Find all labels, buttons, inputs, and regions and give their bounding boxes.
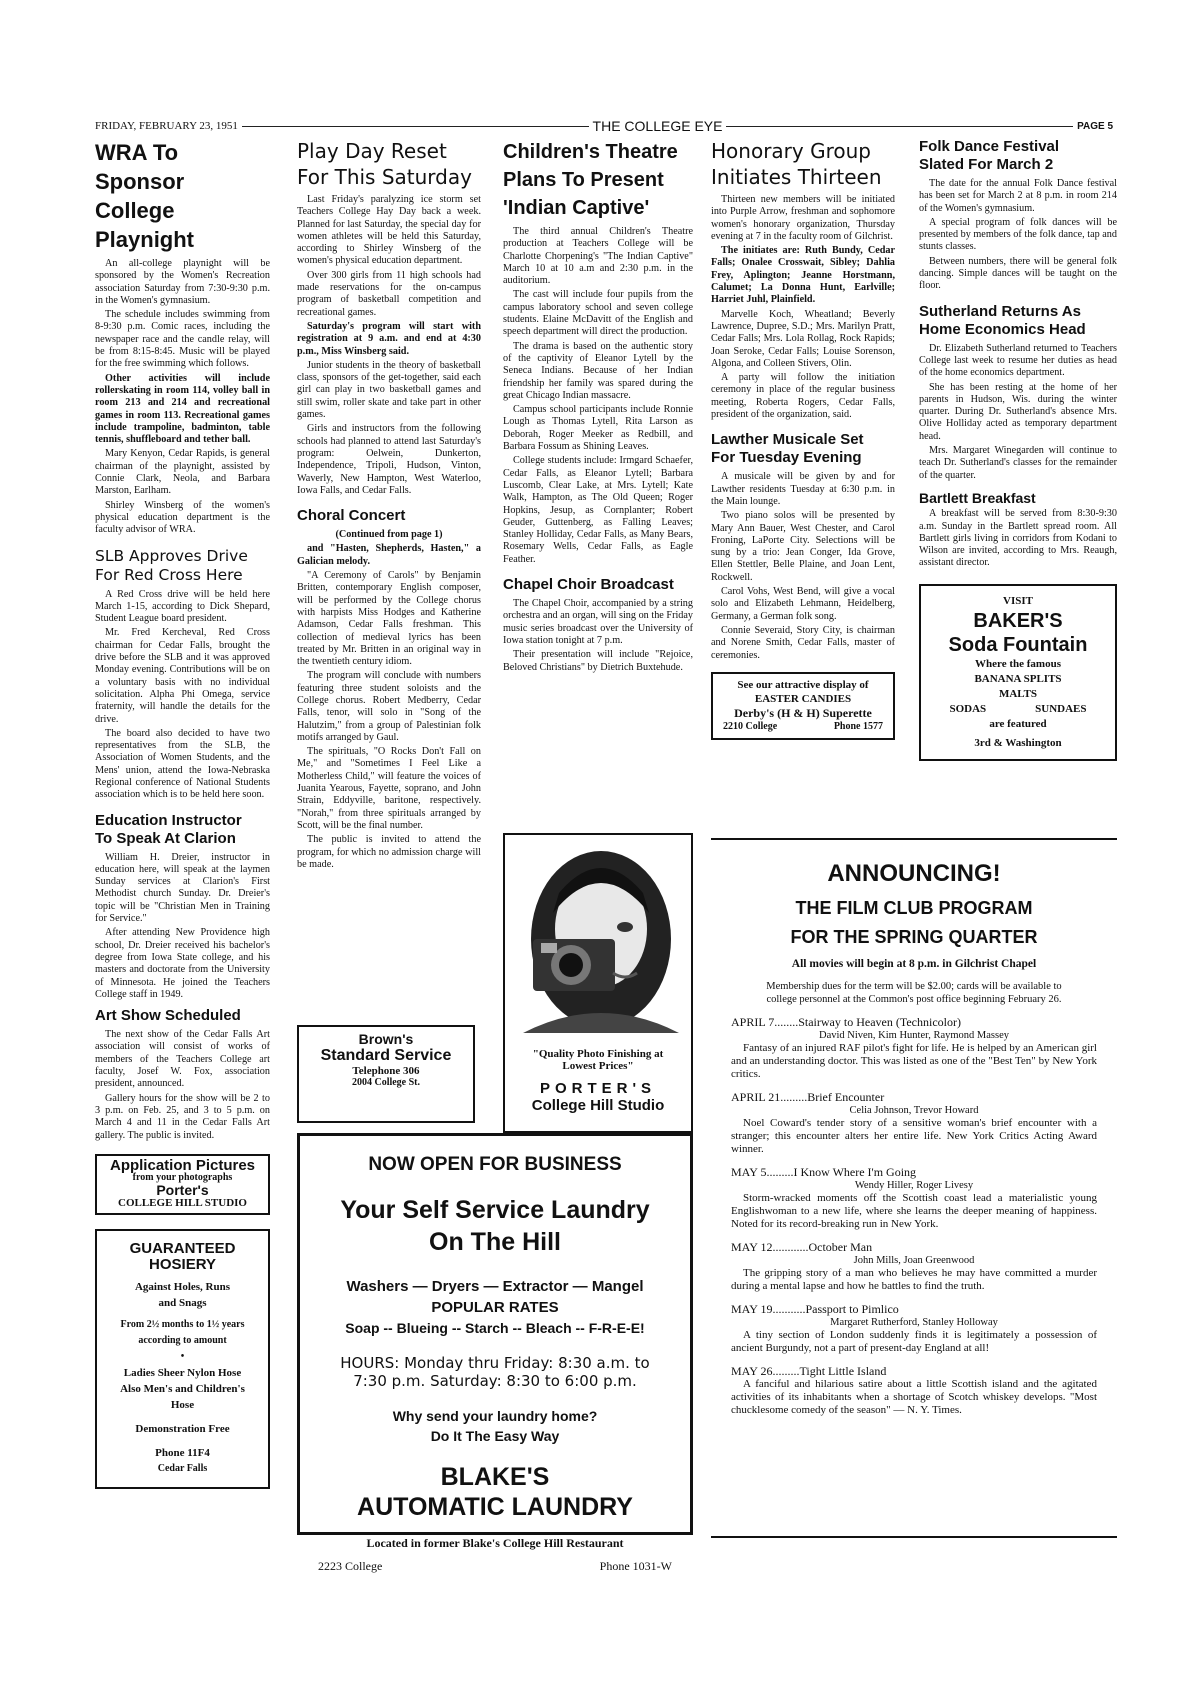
article-paragraph: College students include: Irmgard Schaefer, Cedar Falls, as Eleanor Lytell; Barbara Luscomb, Clear Lake, at Mrs. Lytell; Kate Walk, Hampton, as The Old Queen; Roger Hopkins, Jesup, as Cornplanter; Robert Geuder, Guttenberg, as Falling Leaves; Stanley Holliday, Cedar Falls, as Many Bears, Rosemary Wells, Cedar Falls, as Eagle Feather. — [503, 455, 693, 565]
article-paragraph: The cast will include four pupils from the campus laboratory school and seven college students. Elaine McDavitt of the English and speech department will direct the production. — [503, 289, 693, 338]
article-paragraph: Dr. Elizabeth Sutherland returned to Teachers College last week to resume her duties as head of the home economics department. — [919, 342, 1117, 379]
ad-blakes-laundry: NOW OPEN FOR BUSINESS Your Self Service Laundry On The Hill Washers — Dryers — Extractor — Mangel POPULAR RATES Soap -- Blueing -- Starch -- Bleach -- F-R-E-E! HOURS: Monday thru Friday: 8:30 a.m. to 7:30 p.m. Saturday: 8:30 to 6:00 p.m. Why send your laundry home? Do It The Easy Way BLAKE'S AUTOMATIC LAUNDRY Located in former Blake's College Hill Restaurant 2223 College Phone 1031-W — [297, 1133, 693, 1535]
derby-phone: Phone 1577 — [833, 720, 883, 732]
bakers-sodas: SODAS — [949, 702, 987, 715]
article-paragraph: The drama is based on the authentic story of the captivity of Eleanor Lytell by the Seneca Indians. Because of her Indian friendship her family was spared during the great Chicago Indian massacre. — [503, 340, 693, 401]
article-paragraph: Mr. Fred Kercheval, Red Cross chairman for Cedar Falls, brought the drive before the SLB and it was approved Monday evening. Contributions will be on a voluntary basis with no individual solicitation. Alpha Phi Omega, service fraternity, will handle the details for the drive. — [95, 627, 270, 725]
article-paragraph: The board also decided to have two representatives from the SLB, the Association of Women Students, and the Mens' union, attend the Iowa-Nebraska Regional conference of National Students association which is to be held here soon. — [95, 727, 270, 801]
lawther-headline: Lawther Musicale Set For Tuesday Evening — [711, 431, 864, 467]
bakers-sundaes: SUNDAES — [1035, 702, 1087, 715]
article-paragraph: William H. Dreier, instructor in education here, will speak at the laymen Sunday services at Clarion's First Methodist church Sunday. Dr. Dreier's topic will be "Christian Men in Training for Service." — [95, 851, 270, 925]
derby-address: 2210 College — [723, 720, 778, 732]
article-paragraph: The Chapel Choir, accompanied by a string orchestra and an organ, will sing on the Friday music series broadcast over the University of Iowa station tonight at 7 p.m. — [503, 598, 693, 646]
ad-application-pictures: Application Pictures from your photographs Porter's COLLEGE HILL STUDIO — [95, 1154, 270, 1215]
masthead — [95, 118, 1113, 134]
film-cast: Margaret Rutherford, Stanley Holloway — [830, 1317, 998, 1328]
film-date-title: APRIL 7........Stairway to Heaven (Technicolor) — [731, 1015, 961, 1029]
article-paragraph: A musicale will be given by and for Lawther residents Tuesday at 6:30 p.m. in the Main lounge. — [711, 471, 895, 507]
film-description: The gripping story of a man who believes he may have committed a murder during a mental lapse and how he battles to find the truth. — [731, 1267, 1097, 1292]
choral-headline: Choral Concert — [297, 507, 406, 525]
ad-derby-superette: See our attractive display of EASTER CANDIES Derby's (H & H) Superette 2210 College Phone 1577 — [711, 672, 895, 740]
film-entry — [731, 1166, 1097, 1231]
film-entry — [731, 1016, 1097, 1081]
education-headline: Education Instructor To Speak At Clarion — [95, 811, 242, 847]
article-paragraph: Girls and instructors from the following schools had planned to attend last Saturday's program: Oelwein, Dunkerton, Independence, Tripoli, Hudson, Vinton, Waverly, New Hampton, West Waterloo, Iowa Falls, and Cedar Falls. — [297, 423, 481, 496]
article-paragraph: The public is invited to attend the program, for which no admission charge will be made. — [297, 834, 481, 870]
slb-headline: SLB Approves Drive For Red Cross Here — [95, 546, 248, 584]
article-paragraph: Last Friday's paralyzing ice storm set Teachers College Hay Day back a week. Planned for last Saturday, the special day for women athletes will be held this Saturday, according to Shirley Winsberg of the women's physical education department. — [297, 194, 481, 267]
film-description: Noel Coward's tender story of a sensitive woman's brief encounter with a stranger; this encounter alters her entire life. New York Critics Acting Award winner. — [731, 1117, 1097, 1155]
camera-woman-illustration — [513, 843, 683, 1033]
film-description: A tiny section of London suddenly finds it is legitimately a possession of ancient Burgundy, not a part of present-day England at all! — [731, 1329, 1097, 1354]
laundry-address: 2223 College — [318, 1559, 383, 1573]
article-paragraph: The date for the annual Folk Dance festival has been set for March 2 at 8 p.m. in room 214 of the Women's gymnasium. — [919, 178, 1117, 214]
article-paragraph: Gallery hours for the show will be 2 to 3 p.m. on Feb. 25, and 3 to 5 p.m. on March 4 and 11 in the Cedar Falls Art gallery. The public is invited. — [95, 1092, 270, 1141]
film-entry — [731, 1091, 1097, 1156]
article-paragraph: Their presentation will include "Rejoice, Beloved Christians" by Dietrich Buxtehude. — [503, 649, 693, 673]
column-3 — [503, 138, 693, 676]
ad-guaranteed-hosiery: GUARANTEED HOSIERY Against Holes, Runs and Snags From 2½ months to 1½ years according to amount • Ladies Sheer Nylon Hose Also Men's and Children's Hose Demonstration Free Phone 11F4 Cedar Falls — [95, 1229, 270, 1489]
article-paragraph: Thirteen new members will be initiated into Purple Arrow, freshman and sophomore women's honorary organization, Thursday evening at 7 in the faculty room of Gilchrist. — [711, 194, 895, 242]
film-date-title: MAY 12............October Man — [731, 1240, 873, 1254]
article-paragraph: The third annual Children's Theatre production at Teachers College will be Charlotte Chorpening's "The Indian Captive" March 10 at 10 a.m and 2:30 p.m. in the auditorium. — [503, 226, 693, 287]
film-description: Fantasy of an injured RAF pilot's fight for life. He is helped by an American girl and an understanding doctor. This was listed as one of the "Best Ten" by New York critics. — [731, 1042, 1097, 1080]
film-cast: Wendy Hiller, Roger Livesy — [854, 1180, 974, 1191]
article-paragraph: The schedule includes swimming from 8-9:30 p.m. Comic races, including the newspaper race and the candle relay, will be from 8:15-8:45. Music will be played for the free swimming which follows. — [95, 309, 270, 370]
film-date-title: MAY 19...........Passport to Pimlico — [731, 1302, 899, 1316]
bartlett-headline: Bartlett Breakfast — [919, 489, 1036, 506]
article-paragraph: A Red Cross drive will be held here March 1-15, according to Dick Shepard, Student League board president. — [95, 588, 270, 625]
film-description: Storm-wracked moments off the Scottish coast lead a materialistic young Englishwoman to a new life, where she learns the deeper meaning of happiness. Noted for its record-breaking run in New York. — [731, 1192, 1097, 1230]
column-2 — [297, 138, 481, 873]
article-paragraph: Marvelle Koch, Wheatland; Beverly Lawrence, Dupree, S.D.; Mrs. Marilyn Pratt, Cedar Falls; Mrs. Lola Rollag, Rock Rapids; Joan Seroke, Cedar Falls; Louise Sorenson, Algona, and Colleen Stivers, Olin. — [711, 308, 895, 369]
chapel-choir-headline: Chapel Choir Broadcast — [503, 576, 674, 594]
page-number: PAGE 5 — [1077, 120, 1113, 132]
film-description: A fanciful and hilarious satire about a little Scottish island and the agitated activities of its inhabitants when a shortage of Scotch whiskey develops. "Most chucklesome comedy of the season" — N. Y. Times. — [731, 1378, 1097, 1416]
film-cast: John Mills, Joan Greenwood — [853, 1255, 975, 1266]
article-paragraph: After attending New Providence high school, Dr. Dreier received his bachelor's degree from Iowa State college, and his masters and doctorate from the University of Minnesota. He joined the Teachers College staff in 1949. — [95, 927, 270, 1000]
article-paragraph: A party will follow the initiation ceremony in place of the regular business meeting, Roberta Rogers, Cedar Falls, president of the organization, said. — [711, 372, 895, 421]
laundry-phone: Phone 1031-W — [599, 1559, 672, 1573]
ad-bakers-soda-fountain: VISIT BAKER'S Soda Fountain Where the famous BANANA SPLITS MALTS SODAS SUNDAES are featured 3rd & Washington — [919, 584, 1117, 761]
ad-browns-standard-service: Brown's Standard Service Telephone 306 2004 College St. — [297, 1025, 475, 1123]
film-cast: Celia Johnson, Trevor Howard — [849, 1105, 979, 1116]
folk-dance-headline: Folk Dance Festival Slated For March 2 — [919, 138, 1060, 173]
article-paragraph: Carol Vohs, West Bend, will give a vocal solo and Elizabeth Lehmann, Heidelberg, Germany, a German folk song. — [711, 586, 895, 622]
article-paragraph: The next show of the Cedar Falls Art association will consist of works of members of the Teachers College art faculty, Josef W. Fox, association president, announced. — [95, 1029, 270, 1090]
issue-date: FRIDAY, FEBRUARY 23, 1951 — [95, 120, 238, 132]
article-paragraph: Shirley Winsberg of the women's physical education department is the faculty advisor of WRA. — [95, 499, 270, 536]
film-date-title: MAY 26.........Tight Little Island — [731, 1364, 887, 1378]
wra-headline: WRA To Sponsor College Playnight — [95, 140, 195, 252]
sutherland-headline: Sutherland Returns As Home Economics Head — [919, 302, 1086, 338]
article-paragraph: Other activities will include rollerskating in room 114, volley ball in room 213 and 214 and recreational games in room 113. Recreational games include trampoline, badminton, table tennis, shuffleboard and tether ball. — [95, 372, 270, 446]
column-1 — [95, 138, 270, 1497]
ad-film-club-program: ANNOUNCING! THE FILM CLUB PROGRAM FOR THE SPRING QUARTER All movies will begin at 8 p.m. in Gilchrist Chapel Membership dues for the term will be $2.00; cards will be available to college personnel at the Common's post office beginning February 26. APRIL 7........Stairway to Heaven (Technicolor) David Niven, Kim Hunter, Raymond Massey Fantasy of an injured RAF pilot's fight for life. He is helped by an American girl and an understanding doctor. This was listed as one of the "Best Ten" by New York critics. APRIL 21.........Brief Encounter Celia Johnson, Trevor Howard Noel Coward's tender story of a sensitive woman's brief encounter with a stranger; this encounter alters her entire life. New York Critics Acting Award winner. MAY 5.........I Know Where I'm Going Wendy Hiller, Roger Livesy Storm-wracked moments off the Scottish coast lead a materialistic young Englishwoman to a new life, where she learns the deeper meaning of happiness. Noted for its record-breaking run in New York. MAY 12............October Man John Mills, Joan Greenwood The gripping story of a man who believes he may have committed a murder during a mental lapse and how he battles to find the truth. MAY 19...........Passport to Pimlico Margaret Rutherford, Stanley Holloway A tiny section of London suddenly finds it is legitimately a possession of ancient Burgundy, not a part of present-day England at all! MAY 26.........Tight Little Island A fanciful and hilarious satire about a little Scottish island and the agitated activities of its inhabitants when a shortage of Scotch whiskey develops. "Most chucklesome comedy of the season" — N. Y. Times. — [711, 838, 1117, 1538]
film-list — [711, 1016, 1117, 1417]
article-paragraph: She has been resting at the home of her parents in Hudson, Wis. during the winter quarter. During Dr. Sutherland's absence Mrs. Olive Holliday acted as temporary department head. — [919, 381, 1117, 442]
film-date-title: APRIL 21.........Brief Encounter — [731, 1090, 885, 1104]
film-date-title: MAY 5.........I Know Where I'm Going — [731, 1165, 917, 1179]
article-paragraph: Two piano solos will be presented by Mary Ann Bauer, West Chester, and Carol Froning, LaPorte City. Selections will be sung by a trio: Jean Conger, Ida Grove, Ellen Stettler, Belle Plaine, and Joan Lent, Rockwell. — [711, 510, 895, 583]
article-paragraph: The program will conclude with numbers featuring three student soloists and the College chorus. Robert Medberry, Cedar Falls, tenor, will solo in "Song of the Halutzim," from a group of Palestinian folk motifs arranged by Gaul. — [297, 670, 481, 743]
article-paragraph: Saturday's program will start with registration at 9 a.m. and end at 4:30 p.m., Miss Winsberg said. — [297, 320, 481, 357]
film-cast: David Niven, Kim Hunter, Raymond Massey — [818, 1030, 1009, 1041]
film-entry — [731, 1303, 1097, 1355]
article-paragraph: The spirituals, "O Rocks Don't Fall on Me," and "Sometimes I Feel Like a Motherless Child," will feature the voices of Juanita Yearous, Fayette, soprano, and John Strain, Eddyville, baritone, respectively. "Norah," from three spirituals arranged by Scott, will be the final number. — [297, 746, 481, 831]
article-paragraph: Mary Kenyon, Cedar Rapids, is general chairman of the playnight, assisted by Connie Clark, Neola, and Barbara Marston, Earlham. — [95, 448, 270, 497]
article-paragraph: Over 300 girls from 11 high schools had made reservations for the on-campus program of basketball competition and recreational games. — [297, 269, 481, 318]
masthead-rule-left — [242, 126, 589, 127]
article-paragraph: Campus school participants include Ronnie Lough as Thomas Lytell, Rita Larson as Deborah, Roger Meeker as Redbill, and Barbara Fossum as Shining Leaves. — [503, 404, 693, 453]
paper-name: THE COLLEGE EYE — [592, 118, 723, 134]
continued-note: (Continued from page 1) — [335, 529, 443, 541]
film-entry — [731, 1241, 1097, 1293]
column-4 — [711, 138, 895, 748]
masthead-rule-right — [726, 126, 1073, 127]
article-paragraph: A breakfast will be served from 8:30-9:30 a.m. Sunday in the Bartlett spread room. All Bartlett girls living in corridors from Kodani to Wilson are invited, according to Mrs. Reaugh, assistant director. — [919, 508, 1117, 569]
article-paragraph: and "Hasten, Shepherds, Hasten," a Galician melody. — [297, 543, 481, 567]
honorary-headline: Honorary Group Initiates Thirteen — [711, 139, 882, 189]
article-paragraph: Mrs. Margaret Winegarden will continue to teach Dr. Sutherland's classes for the remainder of the quarter. — [919, 445, 1117, 481]
playday-headline: Play Day Reset For This Saturday — [297, 139, 472, 189]
film-entry — [731, 1365, 1097, 1417]
art-show-headline: Art Show Scheduled — [95, 1007, 241, 1025]
article-paragraph: Between numbers, there will be general folk dancing. Simple dances will be taught on the floor. — [919, 255, 1117, 292]
article-paragraph: A special program of folk dances will be presented by members of the folk dance, tap and stunts classes. — [919, 216, 1117, 253]
article-paragraph: An all-college playnight will be sponsored by the Women's Recreation association Saturday from 7:30-9:30 p.m. in the Women's gymnasium. — [95, 258, 270, 306]
article-paragraph: The initiates are: Ruth Bundy, Cedar Falls; Onalee Crosswait, Sibley; Dahlia Frey, Aplington; Jeanne Horstmann, Calumet; La Donna Hunt, Earlville; Harriet Juhl, Plainfield. — [711, 245, 895, 306]
theatre-headline: Children's Theatre Plans To Present 'Indian Captive' — [503, 141, 678, 219]
ad-porters-photo: "Quality Photo Finishing at Lowest Prices" PORTER'S College Hill Studio — [503, 833, 693, 1133]
article-paragraph: Junior students in the theory of basketball class, sponsors of the get-together, said each girl can play in two basketball games and still swim, roller skate and take part in other games. — [297, 359, 481, 421]
article-paragraph: "A Ceremony of Carols" by Benjamin Britten, contemporary English composer, will be performed by the College chorus with harpists Miss Hodges and Katherine Adamson, Cedar Falls freshman. This collection of medieval lyrics has been treated by Mr. Britten in an original way in the twentieth century idiom. — [297, 570, 481, 668]
column-5 — [919, 138, 1117, 769]
article-paragraph: Connie Severaid, Story City, is chairman and Norene Smith, Cedar Falls, master of ceremonies. — [711, 624, 895, 661]
